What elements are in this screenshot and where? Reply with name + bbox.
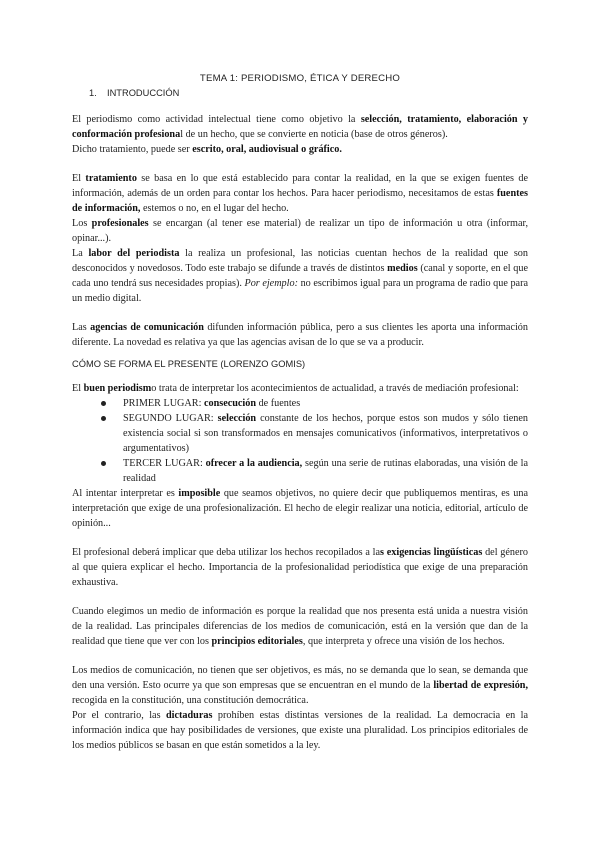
paragraph-8: Al intentar interpretar es imposible que seamos objetivos, no quiere decir que publiquemos mentiras, es una interpretación que exige de una profesionalización. El hecho de elegir realizar una noticia, editorial, artículo de opinión... <box>72 488 529 529</box>
section-number: 1. <box>89 88 97 98</box>
paragraph-4: Los profesionales se encargan (al tener ese material) de realizar un tipo de información u otra (informar, opinar...). <box>72 218 529 244</box>
paragraph-1: El periodismo como actividad intelectual tiene como objetivo la selección, tratamiento, elaboración y conformación profesional de un hecho, que se convierte en noticia (base de otros géneros). <box>72 114 529 140</box>
bullet-icon <box>101 416 106 421</box>
paragraph-5: La labor del periodista la realiza un profesional, las noticias cuentan hechos de la realidad que son desconocidos y novedosos. Todo este trabajo se difunde a través de distintos medios (canal y soporte, en el que cada uno tendrá sus necesidades propias). Por ejemplo: no escribimos igual para un programa de radio que para un medio digital. <box>72 248 528 304</box>
paragraph-6: Las agencias de comunicación difunden información pública, pero a sus clientes les aporta una información diferente. La novedad es relativa ya que las agencias avisan de lo que se va a producir. <box>72 322 528 348</box>
bullet-icon <box>101 461 106 466</box>
paragraph-11: Los medios de comunicación, no tienen que ser objetivos, es más, no se demanda que lo sean, se demanda que den una versión. Esto ocurre ya que son empresas que se encuentran en el mundo de la libertad de expresión, recogida en la constitución, una constitución democrática. <box>72 665 528 706</box>
paragraph-2: Dicho tratamiento, puede ser escrito, oral, audiovisual o gráfico. <box>72 144 342 155</box>
bullet-list <box>72 396 528 486</box>
paragraph-12: Por el contrario, las dictaduras prohíben estas distintas versiones de la realidad. La democracia en la información indica que hay posibilidades de versiones, que existe una pluralidad. Los principios editoriales de los medios públicos se basan en que están sometidos a la ley. <box>72 710 528 751</box>
section-title: INTRODUCCIÓN <box>107 88 180 98</box>
paragraph-9: El profesional deberá implicar que deba utilizar los hechos recopilados a las exigencias lingüísticas del género al que quiera explicar el hecho. Importancia de la profesionalidad periodística que exige de una preparación exhaustiva. <box>72 547 528 588</box>
list-item: SEGUNDO LUGAR: selección constante de los hechos, porque estos son mudos y sólo tienen existencia social si son transformados en mensajes comunicativos (informativos, interpretativos o argumentativos) <box>112 411 528 456</box>
paragraph-3: El tratamiento se basa en lo que está establecido para contar la realidad, en la que se exigen fuentes de información, además de un orden para contar los hechos. Para hacer periodismo, necesitamos de estas fuentes de información, estemos o no, en el lugar del hecho. <box>72 173 528 214</box>
document-title: TEMA 1: PERIODISMO, ÉTICA Y DERECHO <box>199 73 401 84</box>
bullet-icon <box>101 401 106 406</box>
list-item: PRIMER LUGAR: consecución de fuentes <box>112 396 528 411</box>
list-item: TERCER LUGAR: ofrecer a la audiencia, según una serie de rutinas elaboradas, una visión de la realidad <box>112 456 528 486</box>
paragraph-7: El buen periodismo trata de interpretar los acontecimientos de actualidad, a través de mediación profesional: <box>72 383 519 394</box>
section-heading-como-se-forma: CÓMO SE FORMA EL PRESENTE (LORENZO GOMIS) <box>72 359 306 369</box>
paragraph-10: Cuando elegimos un medio de información es porque la realidad que nos presenta está unida a nuestra visión de la realidad. Las principales diferencias de los medios de comunicación, está en la versión que dan de la realidad que tiene que ver con los principios editoriales, que interpreta y ofrece una visión de los hechos. <box>72 606 528 647</box>
section-heading-introduccion <box>89 87 528 100</box>
